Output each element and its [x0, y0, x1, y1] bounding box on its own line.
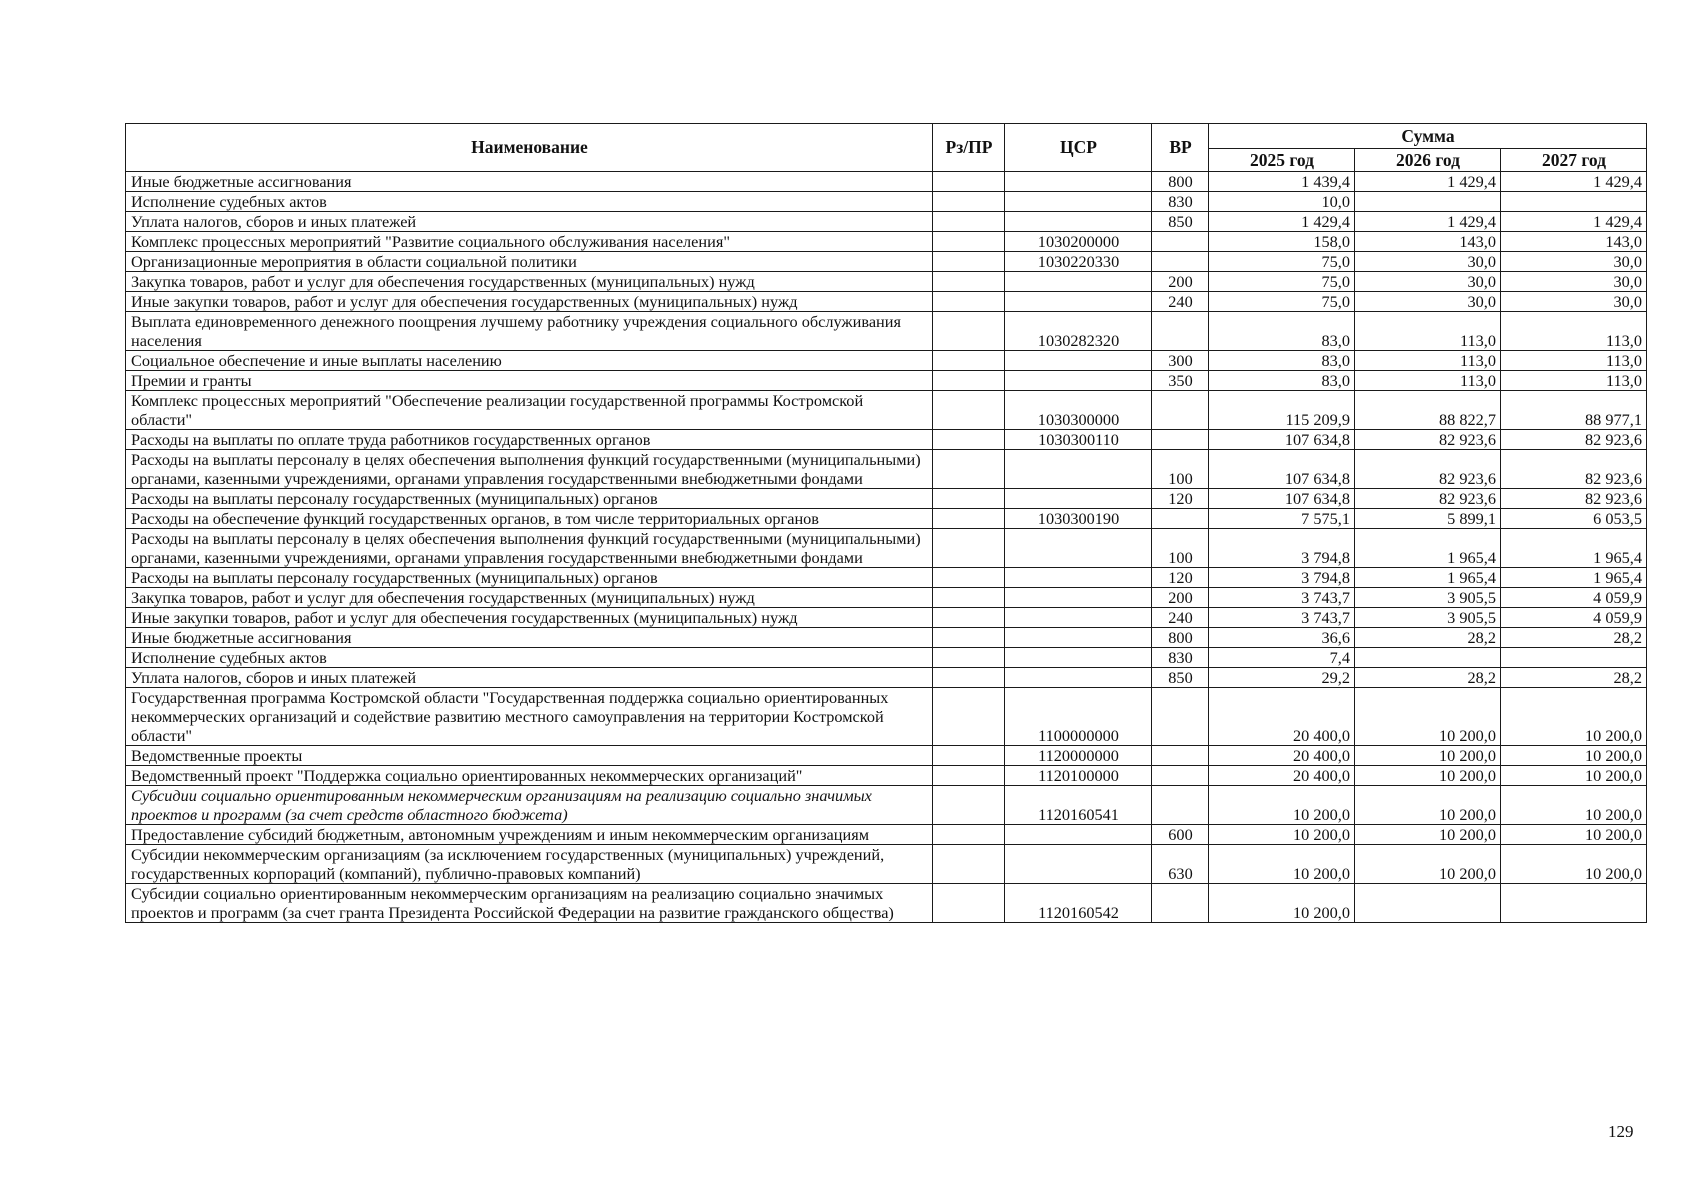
- cell-name: Уплата налогов, сборов и иных платежей: [126, 668, 933, 688]
- cell-2026: 3 905,5: [1355, 588, 1501, 608]
- cell-rzpr: [933, 351, 1005, 371]
- cell-2025: 158,0: [1209, 232, 1355, 252]
- table-row: [126, 845, 1647, 884]
- cell-vr: [1152, 688, 1209, 746]
- cell-2026: 30,0: [1355, 272, 1501, 292]
- cell-2025: 107 634,8: [1209, 450, 1355, 489]
- cell-2027: [1501, 884, 1647, 923]
- cell-vr: [1152, 786, 1209, 825]
- cell-2027: 28,2: [1501, 668, 1647, 688]
- cell-csr: 1030300110: [1005, 430, 1152, 450]
- cell-2027: 88 977,1: [1501, 391, 1647, 430]
- cell-2026: 82 923,6: [1355, 450, 1501, 489]
- cell-csr: [1005, 292, 1152, 312]
- cell-2026: 113,0: [1355, 371, 1501, 391]
- cell-vr: 600: [1152, 825, 1209, 845]
- cell-csr: 1030300000: [1005, 391, 1152, 430]
- cell-rzpr: [933, 786, 1005, 825]
- header-sum: Сумма: [1209, 124, 1647, 149]
- table-row: [126, 489, 1647, 509]
- cell-2025: 20 400,0: [1209, 766, 1355, 786]
- cell-csr: 1120160541: [1005, 786, 1152, 825]
- cell-2025: 20 400,0: [1209, 688, 1355, 746]
- cell-name: Субсидии социально ориентированным некоммерческим организациям на реализацию социально значимых проектов и программ (за счет гранта Президента Российской Федерации на развитие гражданского общества): [126, 884, 933, 923]
- cell-csr: [1005, 212, 1152, 232]
- table-row: [126, 668, 1647, 688]
- header-year-2027: 2027 год: [1501, 149, 1647, 172]
- cell-vr: 300: [1152, 351, 1209, 371]
- cell-2027: 1 965,4: [1501, 568, 1647, 588]
- cell-name: Иные бюджетные ассигнования: [126, 172, 933, 192]
- cell-vr: [1152, 252, 1209, 272]
- cell-vr: 120: [1152, 568, 1209, 588]
- table-row: [126, 529, 1647, 568]
- table-row: [126, 588, 1647, 608]
- cell-vr: 240: [1152, 608, 1209, 628]
- cell-rzpr: [933, 825, 1005, 845]
- cell-2027: 82 923,6: [1501, 450, 1647, 489]
- cell-2025: 75,0: [1209, 292, 1355, 312]
- cell-2025: 83,0: [1209, 371, 1355, 391]
- cell-2026: 5 899,1: [1355, 509, 1501, 529]
- cell-csr: 1030220330: [1005, 252, 1152, 272]
- cell-2025: 10 200,0: [1209, 884, 1355, 923]
- cell-2025: 7,4: [1209, 648, 1355, 668]
- cell-rzpr: [933, 509, 1005, 529]
- cell-csr: [1005, 588, 1152, 608]
- cell-csr: [1005, 668, 1152, 688]
- header-year-2026: 2026 год: [1355, 149, 1501, 172]
- cell-2025: 107 634,8: [1209, 430, 1355, 450]
- cell-2027: 82 923,6: [1501, 489, 1647, 509]
- table-row: [126, 884, 1647, 923]
- cell-name: Расходы на обеспечение функций государственных органов, в том числе территориальных органов: [126, 509, 933, 529]
- cell-name: Уплата налогов, сборов и иных платежей: [126, 212, 933, 232]
- cell-2027: 6 053,5: [1501, 509, 1647, 529]
- cell-name: Организационные мероприятия в области социальной политики: [126, 252, 933, 272]
- cell-vr: 800: [1152, 628, 1209, 648]
- cell-rzpr: [933, 766, 1005, 786]
- cell-2027: 4 059,9: [1501, 588, 1647, 608]
- cell-csr: 1100000000: [1005, 688, 1152, 746]
- header-csr: ЦСР: [1005, 124, 1152, 172]
- cell-name: Расходы на выплаты персоналу государственных (муниципальных) органов: [126, 568, 933, 588]
- cell-2027: 113,0: [1501, 371, 1647, 391]
- cell-2025: 10 200,0: [1209, 786, 1355, 825]
- cell-2026: 82 923,6: [1355, 489, 1501, 509]
- cell-vr: [1152, 884, 1209, 923]
- cell-csr: [1005, 172, 1152, 192]
- header-name: Наименование: [126, 124, 933, 172]
- cell-vr: [1152, 232, 1209, 252]
- cell-2026: 82 923,6: [1355, 430, 1501, 450]
- cell-2027: 30,0: [1501, 292, 1647, 312]
- cell-csr: 1030282320: [1005, 312, 1152, 351]
- cell-rzpr: [933, 845, 1005, 884]
- table-row: [126, 351, 1647, 371]
- cell-rzpr: [933, 312, 1005, 351]
- cell-csr: [1005, 825, 1152, 845]
- cell-rzpr: [933, 450, 1005, 489]
- cell-2027: 10 200,0: [1501, 845, 1647, 884]
- cell-2026: 1 429,4: [1355, 212, 1501, 232]
- cell-2025: 1 439,4: [1209, 172, 1355, 192]
- cell-name: Государственная программа Костромской области "Государственная поддержка социально ориентированных некоммерческих организаций и содействие развитию местного самоуправления на территории Костромской области": [126, 688, 933, 746]
- cell-rzpr: [933, 568, 1005, 588]
- cell-name: Социальное обеспечение и иные выплаты населению: [126, 351, 933, 371]
- budget-table: [125, 123, 1647, 923]
- cell-rzpr: [933, 371, 1005, 391]
- cell-rzpr: [933, 252, 1005, 272]
- cell-rzpr: [933, 688, 1005, 746]
- cell-2026: 10 200,0: [1355, 688, 1501, 746]
- cell-2025: 7 575,1: [1209, 509, 1355, 529]
- cell-vr: [1152, 312, 1209, 351]
- table-row: [126, 746, 1647, 766]
- cell-rzpr: [933, 430, 1005, 450]
- cell-csr: [1005, 568, 1152, 588]
- cell-2026: [1355, 648, 1501, 668]
- table-row: [126, 688, 1647, 746]
- cell-2025: 3 743,7: [1209, 588, 1355, 608]
- cell-vr: 630: [1152, 845, 1209, 884]
- cell-2025: 1 429,4: [1209, 212, 1355, 232]
- cell-rzpr: [933, 292, 1005, 312]
- cell-vr: 830: [1152, 192, 1209, 212]
- cell-name: Иные закупки товаров, работ и услуг для обеспечения государственных (муниципальных) нужд: [126, 608, 933, 628]
- cell-vr: 350: [1152, 371, 1209, 391]
- cell-rzpr: [933, 232, 1005, 252]
- cell-2027: 10 200,0: [1501, 746, 1647, 766]
- table-row: [126, 232, 1647, 252]
- cell-vr: 850: [1152, 668, 1209, 688]
- table-row: [126, 272, 1647, 292]
- cell-2025: 83,0: [1209, 312, 1355, 351]
- cell-2027: 1 429,4: [1501, 172, 1647, 192]
- cell-2027: [1501, 648, 1647, 668]
- cell-2026: 10 200,0: [1355, 746, 1501, 766]
- cell-2025: 20 400,0: [1209, 746, 1355, 766]
- cell-name: Премии и гранты: [126, 371, 933, 391]
- cell-name: Выплата единовременного денежного поощрения лучшему работнику учреждения социального обслуживания населения: [126, 312, 933, 351]
- table-row: [126, 825, 1647, 845]
- cell-name: Исполнение судебных актов: [126, 648, 933, 668]
- cell-rzpr: [933, 272, 1005, 292]
- cell-2025: 83,0: [1209, 351, 1355, 371]
- table-row: [126, 371, 1647, 391]
- cell-2025: 29,2: [1209, 668, 1355, 688]
- table-row: [126, 312, 1647, 351]
- table-row: [126, 292, 1647, 312]
- cell-name: Предоставление субсидий бюджетным, автономным учреждениям и иным некоммерческим организациям: [126, 825, 933, 845]
- table-body: [126, 172, 1647, 923]
- cell-vr: 830: [1152, 648, 1209, 668]
- cell-csr: [1005, 648, 1152, 668]
- cell-2026: 10 200,0: [1355, 766, 1501, 786]
- cell-2027: 10 200,0: [1501, 766, 1647, 786]
- cell-rzpr: [933, 884, 1005, 923]
- cell-2027: 28,2: [1501, 628, 1647, 648]
- cell-rzpr: [933, 391, 1005, 430]
- cell-2026: 28,2: [1355, 628, 1501, 648]
- cell-csr: [1005, 489, 1152, 509]
- cell-rzpr: [933, 172, 1005, 192]
- cell-csr: [1005, 628, 1152, 648]
- cell-2026: [1355, 192, 1501, 212]
- cell-2026: 30,0: [1355, 292, 1501, 312]
- cell-2027: 10 200,0: [1501, 786, 1647, 825]
- cell-vr: 800: [1152, 172, 1209, 192]
- cell-2026: 28,2: [1355, 668, 1501, 688]
- cell-name: Расходы на выплаты персоналу в целях обеспечения выполнения функций государственными (муниципальными) органами, казенными учреждениями, органами управления государственными внебюджетными фондами: [126, 450, 933, 489]
- cell-name: Комплекс процессных мероприятий "Обеспечение реализации государственной программы Костромской области": [126, 391, 933, 430]
- cell-2027: 143,0: [1501, 232, 1647, 252]
- cell-vr: [1152, 766, 1209, 786]
- cell-2025: 115 209,9: [1209, 391, 1355, 430]
- cell-2025: 3 794,8: [1209, 529, 1355, 568]
- cell-2027: 1 965,4: [1501, 529, 1647, 568]
- cell-csr: [1005, 371, 1152, 391]
- cell-2025: 3 794,8: [1209, 568, 1355, 588]
- cell-rzpr: [933, 489, 1005, 509]
- cell-2026: 113,0: [1355, 351, 1501, 371]
- cell-rzpr: [933, 648, 1005, 668]
- cell-2027: 113,0: [1501, 312, 1647, 351]
- table-row: [126, 252, 1647, 272]
- cell-vr: [1152, 391, 1209, 430]
- cell-name: Закупка товаров, работ и услуг для обеспечения государственных (муниципальных) нужд: [126, 272, 933, 292]
- cell-name: Комплекс процессных мероприятий "Развитие социального обслуживания населения": [126, 232, 933, 252]
- cell-2026: 113,0: [1355, 312, 1501, 351]
- page-number: 129: [1608, 1122, 1634, 1141]
- table-row: [126, 608, 1647, 628]
- cell-rzpr: [933, 192, 1005, 212]
- table-row: [126, 509, 1647, 529]
- table-row: [126, 430, 1647, 450]
- cell-rzpr: [933, 588, 1005, 608]
- table-header: [126, 124, 1647, 172]
- cell-csr: 1120160542: [1005, 884, 1152, 923]
- cell-2025: 10 200,0: [1209, 845, 1355, 884]
- cell-vr: [1152, 509, 1209, 529]
- cell-2026: 10 200,0: [1355, 845, 1501, 884]
- cell-vr: 120: [1152, 489, 1209, 509]
- cell-vr: 200: [1152, 272, 1209, 292]
- cell-name: Исполнение судебных актов: [126, 192, 933, 212]
- table-row: [126, 766, 1647, 786]
- cell-2026: 1 965,4: [1355, 529, 1501, 568]
- table-row: [126, 192, 1647, 212]
- cell-2027: 10 200,0: [1501, 825, 1647, 845]
- cell-2026: 1 965,4: [1355, 568, 1501, 588]
- cell-vr: 240: [1152, 292, 1209, 312]
- table-row: [126, 172, 1647, 192]
- cell-2027: 82 923,6: [1501, 430, 1647, 450]
- cell-vr: 850: [1152, 212, 1209, 232]
- cell-2027: 1 429,4: [1501, 212, 1647, 232]
- cell-2027: 113,0: [1501, 351, 1647, 371]
- table-row: [126, 212, 1647, 232]
- cell-2026: 30,0: [1355, 252, 1501, 272]
- cell-2026: 1 429,4: [1355, 172, 1501, 192]
- table-row: [126, 450, 1647, 489]
- header-year-2025: 2025 год: [1209, 149, 1355, 172]
- cell-2027: [1501, 192, 1647, 212]
- header-rzpr: Рз/ПР: [933, 124, 1005, 172]
- cell-csr: [1005, 351, 1152, 371]
- cell-2026: 88 822,7: [1355, 391, 1501, 430]
- cell-name: Расходы на выплаты персоналу в целях обеспечения выполнения функций государственными (муниципальными) органами, казенными учреждениями, органами управления государственными внебюджетными фондами: [126, 529, 933, 568]
- cell-vr: 100: [1152, 529, 1209, 568]
- cell-csr: [1005, 272, 1152, 292]
- cell-2027: 10 200,0: [1501, 688, 1647, 746]
- cell-name: Иные бюджетные ассигнования: [126, 628, 933, 648]
- cell-csr: [1005, 192, 1152, 212]
- cell-name: Закупка товаров, работ и услуг для обеспечения государственных (муниципальных) нужд: [126, 588, 933, 608]
- cell-vr: [1152, 746, 1209, 766]
- cell-2025: 107 634,8: [1209, 489, 1355, 509]
- cell-name: Субсидии некоммерческим организациям (за исключением государственных (муниципальных) учреждений, государственных корпораций (компаний), публично-правовых компаний): [126, 845, 933, 884]
- cell-2025: 75,0: [1209, 272, 1355, 292]
- cell-name: Ведомственный проект "Поддержка социально ориентированных некоммерческих организаций": [126, 766, 933, 786]
- cell-vr: [1152, 430, 1209, 450]
- table-row: [126, 786, 1647, 825]
- cell-rzpr: [933, 212, 1005, 232]
- cell-rzpr: [933, 608, 1005, 628]
- cell-2027: 4 059,9: [1501, 608, 1647, 628]
- cell-csr: [1005, 845, 1152, 884]
- table-row: [126, 648, 1647, 668]
- cell-2025: 75,0: [1209, 252, 1355, 272]
- cell-name: Субсидии социально ориентированным некоммерческим организациям на реализацию социально значимых проектов и программ (за счет средств областного бюджета): [126, 786, 933, 825]
- cell-name: Расходы на выплаты персоналу государственных (муниципальных) органов: [126, 489, 933, 509]
- cell-2027: 30,0: [1501, 272, 1647, 292]
- cell-csr: 1120100000: [1005, 766, 1152, 786]
- cell-2025: 10 200,0: [1209, 825, 1355, 845]
- cell-rzpr: [933, 746, 1005, 766]
- cell-vr: 200: [1152, 588, 1209, 608]
- cell-rzpr: [933, 529, 1005, 568]
- cell-csr: 1030200000: [1005, 232, 1152, 252]
- cell-2026: 10 200,0: [1355, 786, 1501, 825]
- cell-2026: 143,0: [1355, 232, 1501, 252]
- cell-2026: 3 905,5: [1355, 608, 1501, 628]
- header-vr: ВР: [1152, 124, 1209, 172]
- cell-rzpr: [933, 668, 1005, 688]
- cell-2025: 3 743,7: [1209, 608, 1355, 628]
- cell-csr: [1005, 529, 1152, 568]
- table-row: [126, 391, 1647, 430]
- cell-name: Ведомственные проекты: [126, 746, 933, 766]
- cell-2025: 36,6: [1209, 628, 1355, 648]
- cell-name: Расходы на выплаты по оплате труда работников государственных органов: [126, 430, 933, 450]
- cell-csr: [1005, 450, 1152, 489]
- table-row: [126, 568, 1647, 588]
- cell-rzpr: [933, 628, 1005, 648]
- cell-vr: 100: [1152, 450, 1209, 489]
- cell-2025: 10,0: [1209, 192, 1355, 212]
- cell-csr: 1030300190: [1005, 509, 1152, 529]
- cell-2026: 10 200,0: [1355, 825, 1501, 845]
- cell-csr: 1120000000: [1005, 746, 1152, 766]
- table-row: [126, 628, 1647, 648]
- cell-name: Иные закупки товаров, работ и услуг для обеспечения государственных (муниципальных) нужд: [126, 292, 933, 312]
- cell-2027: 30,0: [1501, 252, 1647, 272]
- cell-2026: [1355, 884, 1501, 923]
- cell-csr: [1005, 608, 1152, 628]
